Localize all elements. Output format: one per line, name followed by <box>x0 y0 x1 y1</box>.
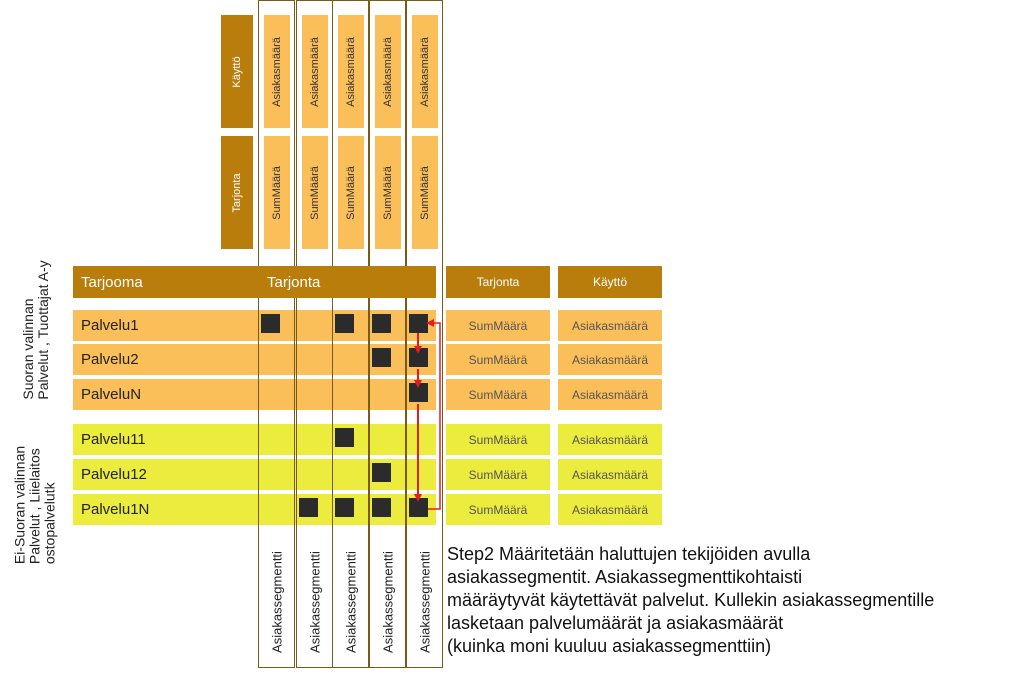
cell-kaytto: Asiakasmäärä <box>558 344 662 375</box>
cell-kaytto: Asiakasmäärä <box>558 459 662 490</box>
top-cell-kaytto-label: Asiakasmäärä <box>309 36 321 107</box>
header-tarjonta: Tarjonta <box>267 274 321 291</box>
cell-tarjonta: SumMäärä <box>446 344 550 375</box>
step-line-4: lasketaan palvelumäärät ja asiakasmäärät <box>447 613 784 633</box>
group-label-suora-line2: Palvelut , Tuottajat A-y <box>35 260 51 400</box>
top-cell-kaytto-label: Asiakasmäärä <box>382 36 394 107</box>
row-label: Palvelu11 <box>81 431 146 448</box>
top-cell-kaytto-label: Asiakasmäärä <box>419 36 431 107</box>
right-header-kaytto-label: Käyttö <box>592 275 628 289</box>
top-cell-tarjonta-label: SumMäärä <box>382 165 394 220</box>
header-tarjooma: Tarjooma <box>81 274 143 291</box>
row-label: PalveluN <box>81 386 142 403</box>
cell-tarjonta: SumMäärä <box>446 459 550 490</box>
cell-tarjonta: SumMäärä <box>446 379 550 410</box>
bottom-segment-label-text: Asiakassegmentti <box>380 551 395 653</box>
cell-tarjonta: SumMäärä <box>446 310 550 341</box>
cell-kaytto: Asiakasmäärä <box>558 379 662 410</box>
step-line-2: asiakassegmentit. Asiakassegmenttikohtaisti <box>447 567 803 587</box>
bottom-segment-label-text: Asiakassegmentti <box>343 551 358 653</box>
cell-kaytto: Asiakasmäärä <box>558 494 662 525</box>
step-line-1: Step2 Määritetään haluttujen tekijöiden avulla <box>447 544 811 564</box>
cell-tarjonta: SumMäärä <box>446 494 550 525</box>
bottom-segment-label-text: Asiakassegmentti <box>307 551 322 653</box>
row-label: Palvelu1N <box>81 501 150 518</box>
cell-kaytto: Asiakasmäärä <box>558 424 662 455</box>
arrow-return-loop <box>428 323 440 509</box>
row-label: Palvelu12 <box>81 466 147 483</box>
step-line-5: (kuinka moni kuuluu asiakassegmenttiin) <box>447 636 772 656</box>
step-description <box>447 543 1017 658</box>
bottom-segment-label-text: Asiakassegmentti <box>269 551 284 653</box>
bottom-segment-label-text: Asiakassegmentti <box>417 551 432 653</box>
top-cell-tarjonta-label: SumMäärä <box>419 165 431 220</box>
cell-kaytto: Asiakasmäärä <box>558 310 662 341</box>
group-label-ei-suora-line1: Ei-Suoran valinnan <box>11 445 28 565</box>
top-header-kaytto-label: Käyttö <box>231 55 243 88</box>
top-cell-tarjonta-label: SumMäärä <box>271 165 283 220</box>
group-label-ei-suora-line2: Palvelut , Liielaitos <box>26 448 43 565</box>
group-label-suora-line1: Suoran valinnan <box>20 298 36 400</box>
top-cell-kaytto-label: Asiakasmäärä <box>271 36 283 107</box>
top-cell-tarjonta-label: SumMäärä <box>309 165 321 220</box>
top-cell-kaytto-label: Asiakasmäärä <box>345 36 357 107</box>
right-header-tarjonta-label: Tarjonta <box>476 275 520 289</box>
top-cell-tarjonta-label: SumMäärä <box>345 165 357 220</box>
top-header-tarjonta-label: Tarjonta <box>231 172 243 213</box>
cell-tarjonta: SumMäärä <box>446 424 550 455</box>
step-line-3: määräytyvät käytettävät palvelut. Kullekin asiakassegmentille <box>447 590 935 610</box>
row-label: Palvelu2 <box>81 351 139 368</box>
row-label: Palvelu1 <box>81 317 139 334</box>
group-label-ei-suora-line3: ostopalvelutk <box>41 482 58 565</box>
